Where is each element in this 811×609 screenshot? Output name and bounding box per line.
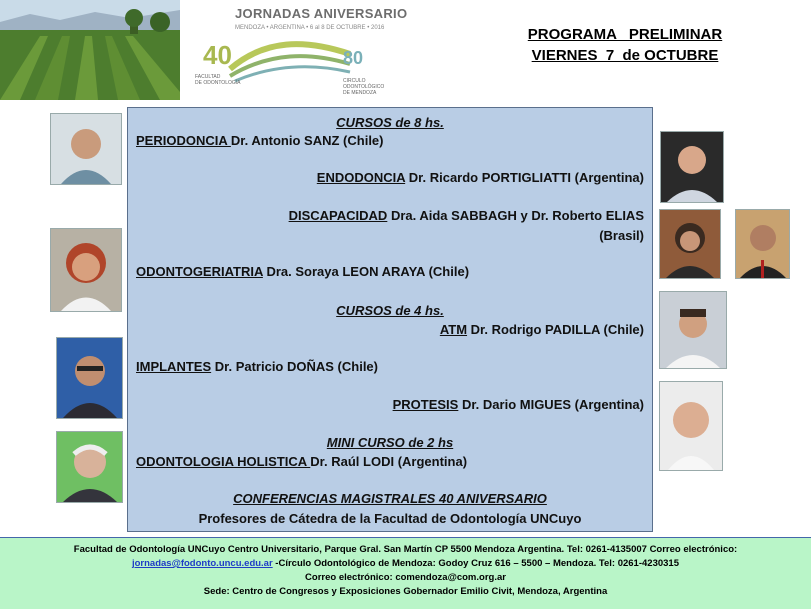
- speaker-photo-donas: [56, 337, 123, 419]
- section-title-minicurso: MINI CURSO de 2 hs: [326, 435, 454, 450]
- footer-faculty-line: Facultad de Odontología UNCuyo Centro Universitario, Parque Gral. San Martín CP 5500 Mendoza Argentina. Tel: 0261-4135007 Correo electrónico:: [73, 544, 738, 555]
- section-title-cursos-4hs: CURSOS de 4 hs.: [336, 303, 444, 318]
- course-area: ODONTOLOGIA HOLISTICA: [136, 454, 311, 469]
- course-area: ODONTOGERIATRIA: [136, 264, 263, 279]
- speaker-photo-portigliatti: [660, 131, 724, 203]
- course-speaker: Dr. Rodrigo PADILLA: [467, 322, 600, 337]
- program-date: VIERNES 7 de OCTUBRE: [531, 47, 719, 64]
- footer-email-link[interactable]: jornadas@fodonto.uncu.edu.ar: [131, 558, 273, 569]
- logo-circulo-caption: CIRCULO ODONTOLÓGICO DE MENDOZA: [343, 78, 385, 96]
- course-speaker: Dr. Antonio SANZ: [230, 133, 340, 148]
- course-country: (Chile): [424, 264, 470, 279]
- logo-subtitle: MENDOZA • ARGENTINA • 6 al 8 DE OCTUBRE • 2016: [235, 25, 385, 31]
- course-discapacidad-country: (Brasil): [599, 228, 644, 243]
- course-country: (Chile): [599, 322, 644, 337]
- course-country: (Argentina): [394, 454, 468, 469]
- section-title-cursos-8hs: CURSOS de 8 hs.: [336, 115, 444, 130]
- speaker-photo-sabbagh: [659, 209, 721, 279]
- speaker-photo-migues: [659, 381, 723, 471]
- program-title: PROGRAMA PRELIMINAR: [527, 26, 723, 43]
- event-logo: [195, 0, 408, 96]
- speaker-photo-sanz: [50, 113, 122, 185]
- course-country: (Chile): [339, 133, 384, 148]
- course-area: ENDODONCIA: [316, 170, 406, 185]
- speaker-photo-padilla: [659, 291, 727, 369]
- course-odontogeriatria: [136, 264, 469, 279]
- speaker-photo-lodi: [56, 431, 123, 503]
- course-speaker: Dr. Patricio DOÑAS: [211, 359, 334, 374]
- logo-number-80: 80: [343, 48, 364, 68]
- course-periodoncia: [136, 133, 384, 148]
- course-country: (Argentina): [571, 170, 644, 185]
- footer-circulo-text: -Círculo Odontológico de Mendoza: Godoy Cruz 616 – 5500 – Mendoza. Tel: 0261-4230315: [272, 558, 679, 569]
- contact-footer: [0, 537, 811, 609]
- speaker-photo-elias: [735, 209, 790, 279]
- logo-swoosh-icon: [225, 34, 355, 84]
- conferencias-subtitle: Profesores de Cátedra de la Facultad de Odontología UNCuyo: [198, 511, 582, 526]
- course-speaker: Dra. Aida SABBAGH y Dr. Roberto ELIAS: [387, 208, 644, 223]
- speaker-photo-leon-araya: [50, 228, 122, 312]
- course-area: PERIODONCIA: [136, 133, 231, 148]
- course-area: ATM: [439, 322, 468, 337]
- course-speaker: Dr. Ricardo PORTIGLIATTI: [405, 170, 572, 185]
- course-area: PROTESIS: [392, 397, 459, 412]
- course-implantes: [136, 359, 378, 374]
- logo-faculty-caption: FACULTAD DE ODONTOLOGÍA: [195, 74, 241, 86]
- course-protesis: [393, 397, 644, 412]
- footer-circulo-line: [0, 558, 811, 569]
- course-area: DISCAPACIDAD: [288, 208, 388, 223]
- logo-number-40: 40: [203, 40, 232, 70]
- course-speaker: Dr. Dario MIGUES: [458, 397, 572, 412]
- course-country: (Argentina): [571, 397, 644, 412]
- course-discapacidad: [289, 208, 644, 223]
- program-box: [127, 107, 653, 532]
- course-speaker: Dra. Soraya LEON ARAYA: [262, 264, 425, 279]
- logo-title: JORNADAS ANIVERSARIO: [235, 6, 408, 21]
- course-atm: [440, 322, 644, 337]
- course-speaker: Dr. Raúl LODI: [310, 454, 395, 469]
- footer-circulo-email: Correo electrónico: comendoza@com.org.ar: [305, 572, 506, 583]
- section-title-conferencias: CONFERENCIAS MAGISTRALES 40 ANIVERSARIO: [233, 491, 547, 506]
- course-country: (Chile): [333, 359, 378, 374]
- vineyard-image: [0, 0, 180, 100]
- course-holistica: [136, 454, 467, 469]
- course-area: IMPLANTES: [136, 359, 212, 374]
- footer-venue: Sede: Centro de Congresos y Exposiciones Gobernador Emilio Civit, Mendoza, Argentina: [203, 586, 608, 597]
- course-endodoncia: [317, 170, 644, 185]
